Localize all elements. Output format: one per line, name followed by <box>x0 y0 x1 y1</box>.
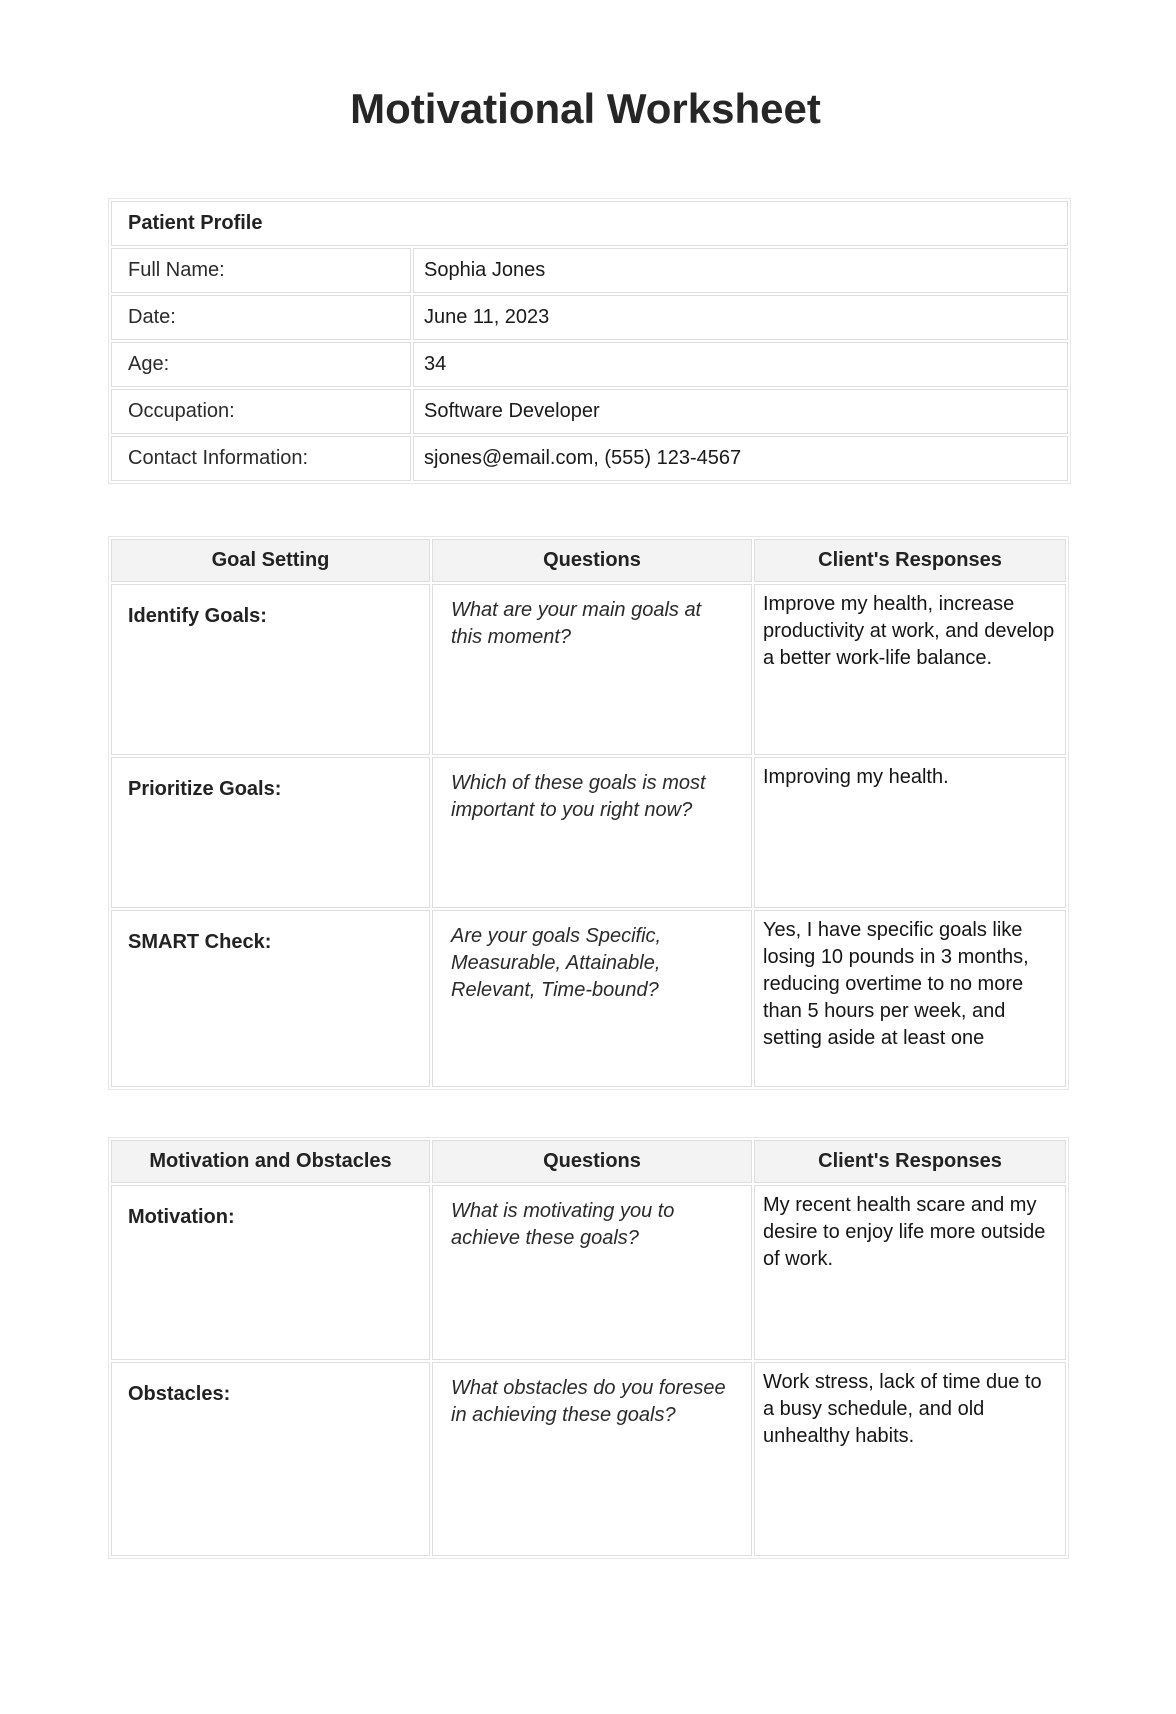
table-row <box>111 295 1068 340</box>
smart-check-label: SMART Check: <box>128 931 272 953</box>
motivation-row <box>111 1185 1066 1360</box>
table-row <box>111 389 1068 434</box>
prioritize-goals-question: Which of these goals is most important to you right now? <box>451 772 706 821</box>
goal-setting-column-header: Goal Setting <box>111 539 430 582</box>
motivation-obstacles-table <box>108 1137 1069 1559</box>
smart-check-question: Are your goals Specific, Measurable, Attainable, Relevant, Time-bound? <box>451 925 662 1001</box>
prioritize-goals-label: Prioritize Goals: <box>128 778 282 800</box>
motivation-obstacles-header-row <box>111 1140 1066 1183</box>
full-name-label: Full Name: <box>111 248 411 293</box>
questions-column-header: Questions <box>432 1140 752 1183</box>
smart-check-row <box>111 910 1066 1087</box>
identify-goals-response: Improve my health, increase productivity at work, and develop a better work-life balance. <box>763 593 1055 669</box>
date-value: June 11, 2023 <box>413 295 1068 340</box>
clients-responses-column-header: Client's Responses <box>754 1140 1066 1183</box>
full-name-value: Sophia Jones <box>413 248 1068 293</box>
date-label: Date: <box>111 295 411 340</box>
questions-column-header: Questions <box>432 539 752 582</box>
goal-setting-header-row <box>111 539 1066 582</box>
page-title: Motivational Worksheet <box>350 85 821 132</box>
prioritize-goals-response: Improving my health. <box>763 766 949 788</box>
motivation-obstacles-column-header: Motivation and Obstacles <box>111 1140 430 1183</box>
occupation-value: Software Developer <box>413 389 1068 434</box>
obstacles-question: What obstacles do you foresee in achieving these goals? <box>451 1377 726 1426</box>
obstacles-row <box>111 1362 1066 1556</box>
obstacles-response: Work stress, lack of time due to a busy schedule, and old unhealthy habits. <box>763 1371 1042 1447</box>
smart-check-response: Yes, I have specific goals like losing 10 pounds in 3 months, reducing overtime to no more than 5 hours per week, and setting aside at least one <box>763 919 1029 1049</box>
clients-responses-column-header: Client's Responses <box>754 539 1066 582</box>
patient-profile-table <box>108 198 1071 484</box>
patient-profile-header-row <box>111 201 1068 246</box>
table-row <box>111 342 1068 387</box>
goal-setting-table <box>108 536 1069 1090</box>
obstacles-label: Obstacles: <box>128 1383 231 1405</box>
identify-goals-row <box>111 584 1066 755</box>
document-page <box>108 84 1063 1559</box>
occupation-label: Occupation: <box>111 389 411 434</box>
motivation-response: My recent health scare and my desire to enjoy life more outside of work. <box>763 1194 1046 1270</box>
patient-profile-header: Patient Profile <box>111 201 1068 246</box>
motivation-label: Motivation: <box>128 1206 235 1228</box>
contact-information-value: sjones@email.com, (555) 123-4567 <box>413 436 1068 481</box>
motivation-question: What is motivating you to achieve these goals? <box>451 1200 675 1249</box>
table-row <box>111 248 1068 293</box>
identify-goals-question: What are your main goals at this moment? <box>451 599 702 648</box>
age-value: 34 <box>413 342 1068 387</box>
table-row <box>111 436 1068 481</box>
prioritize-goals-row <box>111 757 1066 908</box>
contact-information-label: Contact Information: <box>111 436 411 481</box>
age-label: Age: <box>111 342 411 387</box>
identify-goals-label: Identify Goals: <box>128 605 267 627</box>
